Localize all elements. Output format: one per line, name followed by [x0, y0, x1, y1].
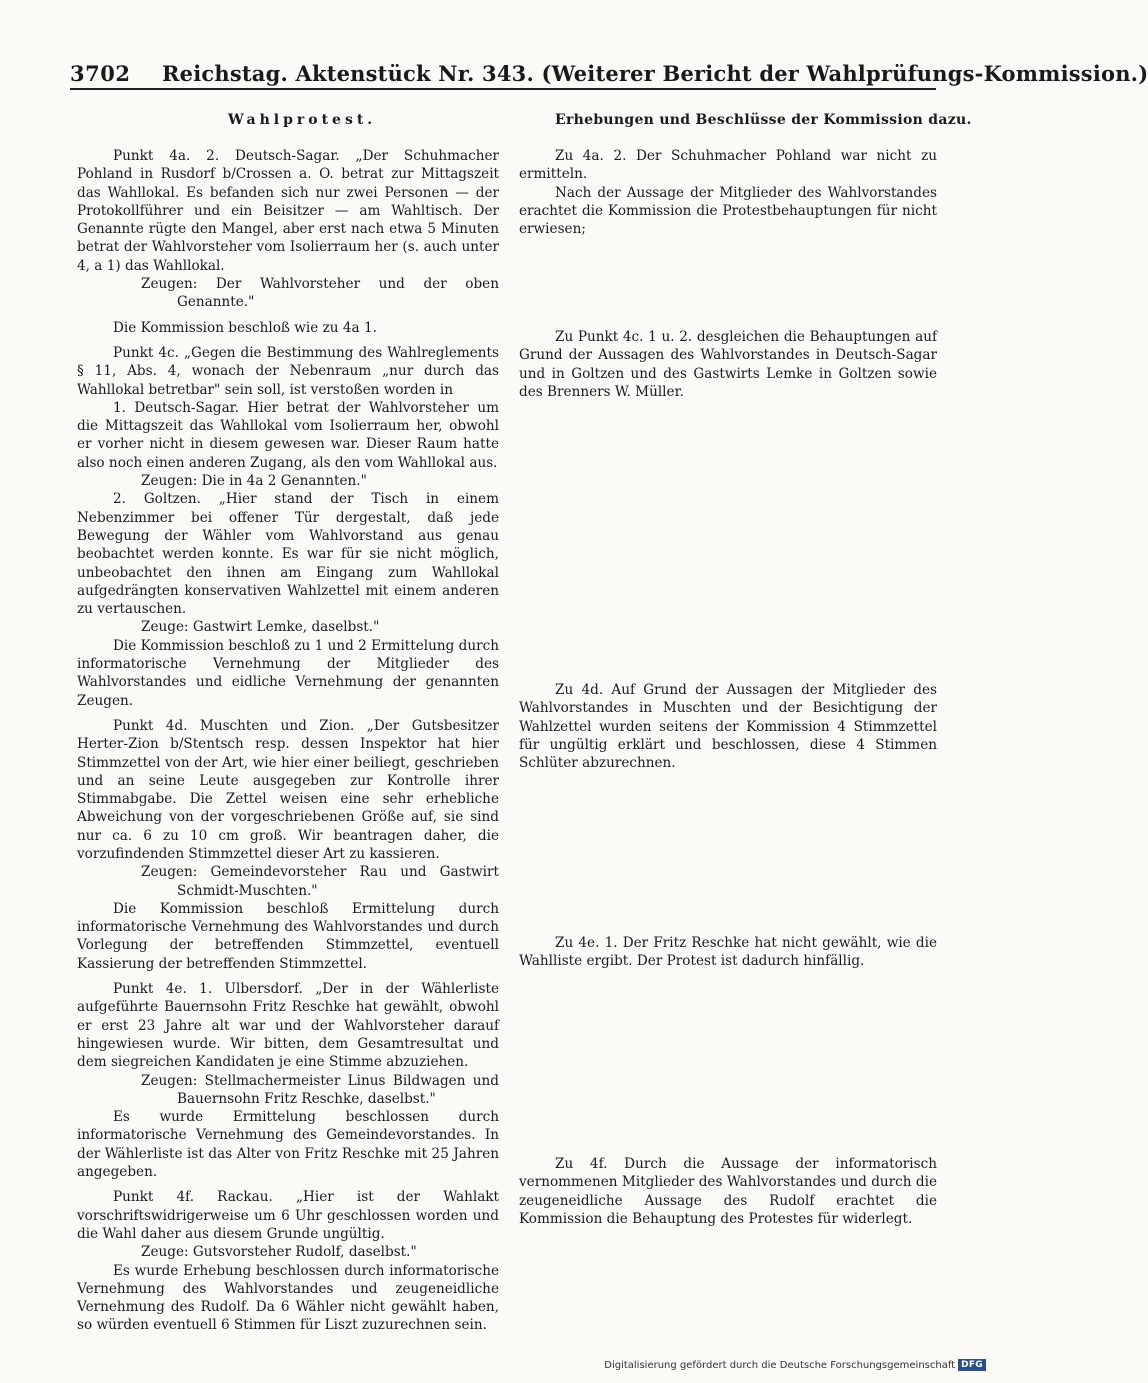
paragraph: Die Kommission beschloß zu 1 und 2 Ermittelung durch informatorische Vernehmung der Mitglieder des Wahlvorstandes und eidliche Vernehmung der genannten Zeugen.: [77, 637, 499, 709]
right-column-block-5: [519, 1155, 937, 1228]
paragraph: Es wurde Ermittelung beschlossen durch informatorische Vernehmung des Gemeindevorstandes. In der Wählerliste ist das Alter von Fritz Reschke mit 25 Jahren angegeben.: [77, 1109, 499, 1181]
right-column-block-2: [519, 328, 937, 401]
page-header: [70, 55, 1148, 89]
header-rule: [70, 88, 936, 90]
witness-line: Zeugen: Gemeindevorsteher Rau und Gastwirt Schmidt-Muschten.": [141, 864, 499, 899]
paragraph: Punkt 4f. Rackau. „Hier ist der Wahlakt vorschriftswidrigerweise um 6 Uhr geschlossen worden und die Wahl daher aus diesem Grunde ungültig.: [77, 1189, 499, 1242]
paragraph: Zu 4a. 2. Der Schuhmacher Pohland war nicht zu ermitteln.: [519, 148, 937, 183]
paragraph: 1. Deutsch-Sagar. Hier betrat der Wahlvorsteher um die Mittagszeit das Wahllokal vom Isolierraum her, obwohl er vorher nicht in diesem gewesen war. Dieser Raum hatte also noch einen anderen Zugang, als den vom Wahllokal aus.: [77, 399, 499, 471]
paragraph: Zu 4d. Auf Grund der Aussagen der Mitglieder des Wahlvorstandes in Muschten und der Besichtigung der Wahlzettel wurden seitens der Kommission 4 Stimmzettel für ungültig erklärt und beschlossen, diese 4 Stimmen Schlüter abzurechnen.: [519, 682, 937, 772]
dfg-logo: DFG: [958, 1359, 986, 1371]
left-column-heading: Wahlprotest.: [228, 112, 377, 128]
paragraph: Punkt 4a. 2. Deutsch-Sagar. „Der Schuhmacher Pohland in Rusdorf b/Crossen a. O. betrat zur Mittagszeit das Wahllokal. Es befanden sich nur zwei Personen — der Protokollführer und ein Beisitzer — am Wahltisch. Der Genannte rügte den Mangel, aber erst nach etwa 5 Minuten betrat der Wahlvorsteher vom Isolierraum her (s. auch unter 4, a 1) das Wahllokal.: [77, 148, 499, 274]
paragraph: Zu Punkt 4c. 1 u. 2. desgleichen die Behauptungen auf Grund der Aussagen des Wahlvorstandes in Deutsch-Sagar und in Goltzen und des Gastwirts Lemke in Goltzen sowie des Brenners W. Müller.: [519, 329, 937, 400]
right-column-block-4: [519, 934, 937, 971]
paragraph: Zu 4e. 1. Der Fritz Reschke hat nicht gewählt, wie die Wahlliste ergibt. Der Protest ist dadurch hinfällig.: [519, 935, 937, 970]
left-column: [77, 147, 499, 1335]
right-column-block-1: [519, 147, 937, 238]
paragraph: Nach der Aussage der Mitglieder des Wahlvorstandes erachtet die Kommission die Protestbehauptungen für nicht erwiesen;: [519, 184, 937, 238]
paragraph: Punkt 4c. „Gegen die Bestimmung des Wahlreglements § 11, Abs. 4, wonach der Nebenraum „nur durch das Wahllokal betretbar" sein soll, ist verstoßen worden in: [77, 344, 499, 398]
paragraph: Die Kommission beschloß wie zu 4a 1.: [113, 319, 377, 336]
right-column-block-3: [519, 681, 937, 772]
witness-line: Zeugen: Stellmachermeister Linus Bildwagen und Bauernsohn Fritz Reschke, daselbst.": [141, 1072, 499, 1107]
footer-text: Digitalisierung gefördert durch die Deutsche Forschungsgemeinschaft: [604, 1359, 956, 1371]
paragraph: Zu 4f. Durch die Aussage der informatorisch vernommenen Mitglieder des Wahlvorstandes und durch die zeugeneidliche Aussage des Rudolf erachtet die Kommission die Behauptung des Protestes für widerlegt.: [519, 1156, 937, 1227]
witness-line: Zeugen: Der Wahlvorsteher und der oben Genannte.": [141, 276, 499, 311]
paragraph: Die Kommission beschloß Ermittelung durch informatorische Vernehmung des Wahlvorstandes und durch Vorlegung der betreffenden Stimmzettel, eventuell Kassierung der betreffenden Stimmzettel.: [77, 900, 499, 972]
paragraph: Punkt 4e. 1. Ulbersdorf. „Der in der Wählerliste aufgeführte Bauernsohn Fritz Reschke hat gewählt, obwohl er erst 23 Jahre alt war und der Wahlvorsteher darauf hingewiesen wurde. Wir bitten, dem Gesamtresultat und dem siegreichen Kandidaten je eine Stimme abzuziehen.: [77, 981, 499, 1071]
paragraph: Es wurde Erhebung beschlossen durch informatorische Vernehmung des Wahlvorstandes und zeugeneidliche Vernehmung des Rudolf. Da 6 Wähler nicht gewählt haben, so würden eventuell 6 Stimmen für Liszt zuzurechnen sein.: [77, 1262, 499, 1334]
paragraph: Punkt 4d. Muschten und Zion. „Der Gutsbesitzer Herter-Zion b/Stentsch resp. dessen Inspektor hat hier Stimmzettel von der Art, wie hier einer beiliegt, geschrieben und an seine Leute ausgegeben zur Kontrolle ihrer Stimmabgabe. Die Zettel weisen eine sehr erhebliche Abweichung von der vorgeschriebenen Größe auf, sie sind nur ca. 6 zu 10 cm groß. Wir beantragen daher, die vorzufindenden Stimmzettel dieser Art zu kassieren.: [77, 717, 499, 862]
witness-line: Zeuge: Gutsvorsteher Rudolf, daselbst.": [141, 1244, 417, 1261]
witness-line: Zeuge: Gastwirt Lemke, daselbst.": [141, 619, 380, 636]
footer-credit: [604, 1359, 986, 1371]
paragraph: 2. Goltzen. „Hier stand der Tisch in einem Nebenzimmer bei offener Tür dergestalt, daß jede Bewegung der Wähler vom Wahlvorstand aus genau beobachtet werden konnte. Es war für sie nicht möglich, unbeobachtet den ihnen am Eingang zum Wahllokal aufgedrängten konservativen Wahlzettel mit einem anderen zu vertauschen.: [77, 491, 499, 618]
running-title: Reichstag. Aktenstück Nr. 343. (Weiterer Bericht der Wahlprüfungs-Kommission.): [162, 61, 1148, 86]
right-column-heading: Erhebungen und Beschlüsse der Kommission dazu.: [555, 112, 972, 128]
page-number: 3702: [70, 61, 131, 86]
witness-line: Zeugen: Die in 4a 2 Genannten.": [141, 473, 367, 490]
